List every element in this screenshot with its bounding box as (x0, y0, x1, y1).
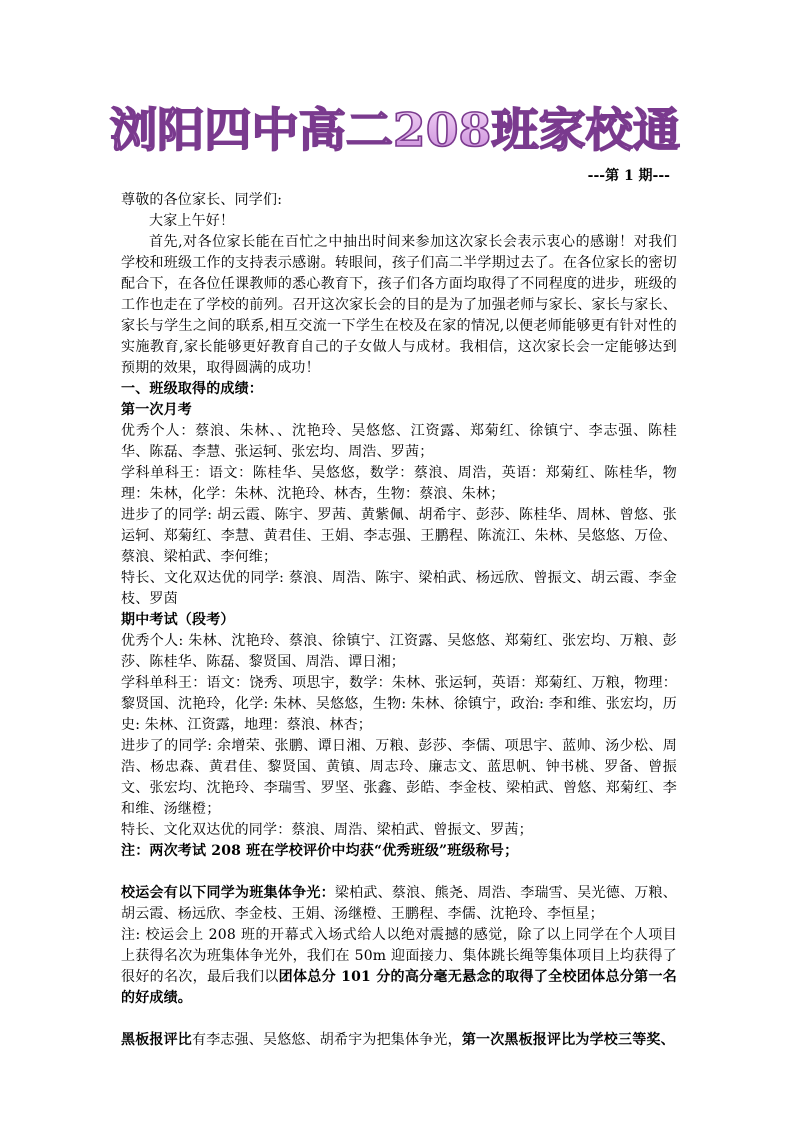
sports-names: 梁柏武、蔡浪、熊尧、周浩、李瑞雪、吴光德、万粮、胡云霞、杨远欣、李金枝、王娟、汤继橙、王鹏程、李儒、沈艳玲、李恒星； (121, 885, 677, 922)
section-heading-achievements: 一、班级取得的成绩： (121, 381, 263, 397)
exam1-subject-kings: 学科单科王：语文：陈桂华、吴悠悠，数学：蔡浪、周浩，英语：郑菊红、陈桂华，物理：朱林，化学：朱林、沈艳玲、林杏，生物：蔡浪、朱林； (121, 465, 677, 502)
exam2-subject-kings: 学科单科王：语文：饶秀、项思宇，数学：朱林、张运轲，英语：郑菊红、万粮，物理：黎贤国、沈艳玲，化学: 朱林、吴悠悠，生物: 朱林、徐镇宁，政治: 李和维、张宏均，历史: 朱林、江资露，地理：蔡浪、林杏； (121, 675, 677, 733)
sports-note-text: 注: 校运会上 208 班的开幕式入场式给人以绝对震撼的感觉，除了以上同学在个人项目上获得名次为班集体争光外，我们在 50m 迎面接力、集体跳长绳等集体项目上均获得了很好的名次，最后我们以 (121, 927, 677, 985)
title-wordart (100, 100, 690, 160)
issue-number: ---第 1 期--- (587, 168, 670, 184)
blackboard-lead: 黑板报评比 (121, 1032, 192, 1048)
exam2-excellent: 优秀个人: 朱林、沈艳玲、蔡浪、徐镇宁、江资露、吴悠悠、郑菊红、张宏均、万粮、彭莎、陈桂华、陈磊、黎贤国、周浩、谭日湘； (121, 633, 677, 670)
newsletter-title (100, 100, 690, 160)
exam1-excellent: 优秀个人：蔡浪、朱林、、沈艳玲、吴悠悠、江资露、郑菊红、徐镇宁、李志强、陈桂华、陈磊、李慧、张运轲、张宏均、周浩、罗茜； (121, 423, 677, 460)
sports-paragraph (121, 883, 677, 925)
sports-lead: 校运会有以下同学为班集体争光： (121, 885, 335, 901)
sports-note (121, 925, 677, 1009)
title-text: 浏阳四中高二208班家校通 (110, 103, 680, 157)
exam1-progress: 进步了的同学: 胡云霞、陈宇、罗茜、黄紫佩、胡希宇、彭莎、陈桂华、周林、曾悠、张运轲、郑菊红、李慧、黄君佳、王娟、李志强、王鹏程、陈流江、朱林、吴悠悠、万俭、蔡浪、梁柏武、李何维； (121, 507, 677, 565)
exam-note: 注：两次考试 208 班在学校评价中均获“优秀班级”班级称号； (121, 843, 519, 859)
exam1-heading: 第一次月考 (121, 402, 192, 418)
spacer (121, 862, 677, 883)
hello-line: 大家上午好！ (149, 213, 235, 229)
exam2-progress: 进步了的同学: 余增荣、张鹏、谭日湘、万粮、彭莎、李儒、项思宇、蓝帅、汤少松、周浩、杨忠森、黄君佳、黎贤国、黄镇、周志玲、廉志文、蓝思帆、钟书桃、罗备、曾振文、张宏均、沈艳玲、李瑞雪、罗坚、张鑫、彭皓、李金枝、梁柏武、曾悠、郑菊红、李和维、汤继橙； (121, 738, 677, 817)
intro-paragraph: 首先,对各位家长能在百忙之中抽出时间来参加这次家长会表示衷心的感谢！对我们学校和班级工作的支持表示感谢。转眼间，孩子们高二半学期过去了。在各位家长的密切配合下，在各位任课教师的悉心教育下，孩子们各方面均取得了不同程度的进步，班级的工作也走在了学校的前列。召开这次家长会的目的是为了加强老师与家长、家长与家长、家长与学生之间的联系,相互交流一下学生在校及在家的情况,以便老师能够更有针对性的实施教育,家长能够更好教育自己的子女做人与成材。我相信，这次家长会一定能够达到预期的效果，取得圆满的成功！ (121, 234, 677, 376)
letter-body (121, 190, 677, 1051)
blackboard-mid: 有李志强、吴悠悠、胡希宇为把集体争光， (192, 1032, 462, 1048)
exam2-heading: 期中考试（段考） (121, 612, 235, 628)
exam2-talent: 特长、文化双达优的同学：蔡浪、周浩、梁柏武、曾振文、罗茜； (121, 822, 533, 838)
greeting: 尊敬的各位家长、同学们: (121, 192, 283, 208)
blackboard-tail: 第一次黑板报评比为学校三等奖、 (461, 1032, 675, 1048)
blackboard-paragraph (121, 1030, 677, 1051)
spacer (121, 1009, 677, 1030)
exam1-talent: 特长、文化双达优的同学: 蔡浪、周浩、陈宇、梁柏武、杨远欣、曾振文、胡云霞、李金枝、罗茵 (121, 570, 677, 607)
sports-note-highlight: 团体总分 101 分的高分毫无悬念的取得了全校团体总分第一名的好成绩。 (121, 969, 677, 1006)
